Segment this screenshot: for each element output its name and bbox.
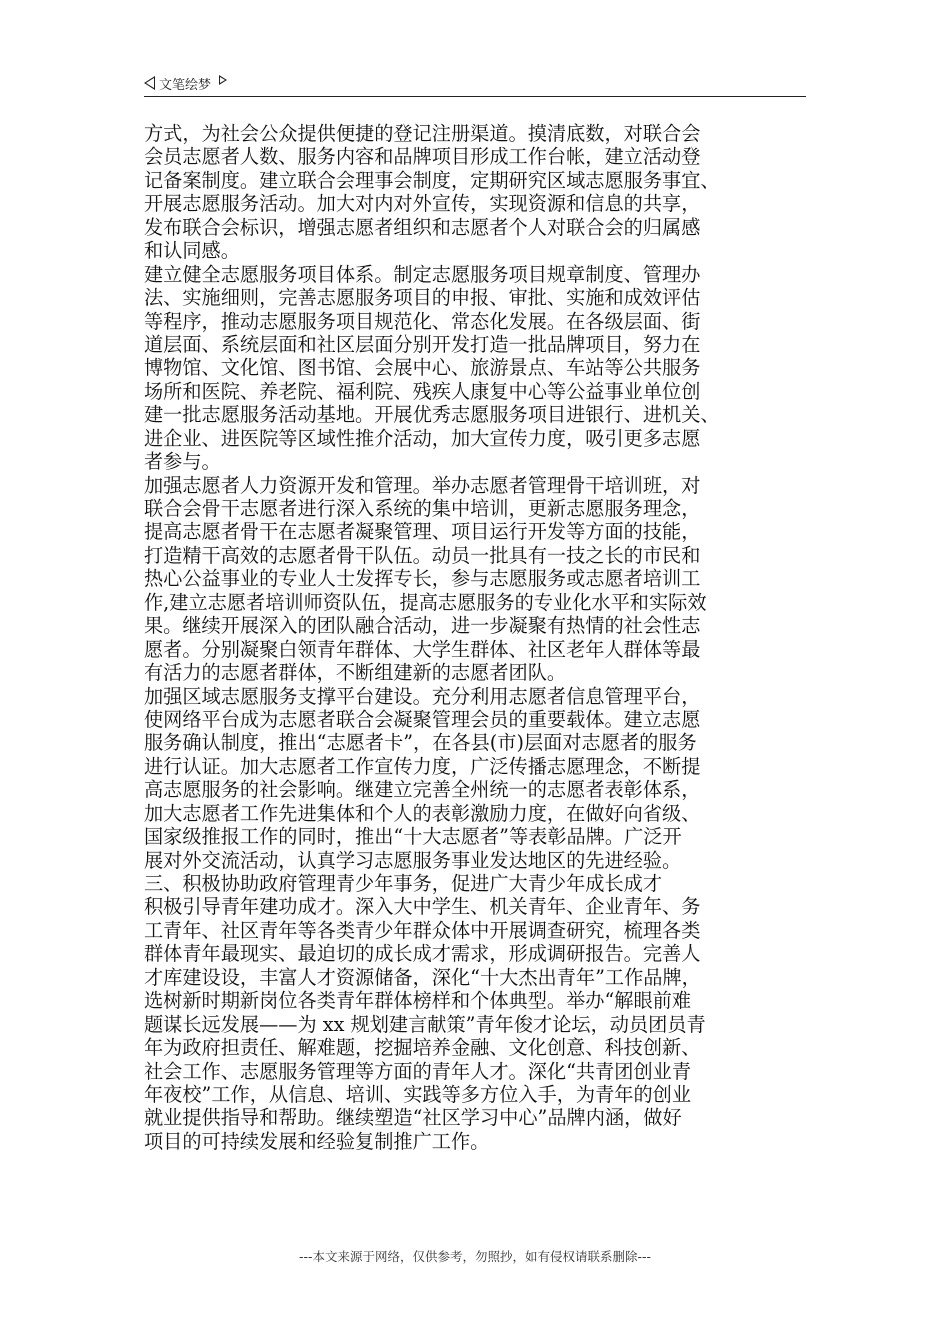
text-line: 方式，为社会公众提供便捷的登记注册渠道。摸清底数，对联合会 [144,122,701,145]
text-line: 建一批志愿服务活动基地。开展优秀志愿服务项目进银行、进机关、 [144,403,720,427]
text-line: 等程序，推动志愿服务项目规范化、常态化发展。在各级层面、街 [144,309,701,333]
text-line: 年夜校”工作，从信息、培训、实践等多方位入手，为青年的创业 [144,1082,692,1106]
text-line: 建立健全志愿服务项目体系。制定志愿服务项目规章制度、管理办 [144,262,701,286]
text-line: 服务确认制度，推出“志愿者卡”，在各县(市)层面对志愿者的服务 [144,731,697,755]
text-line: 博物馆、文化馆、图书馆、会展中心、旅游景点、车站等公共服务 [144,356,701,380]
triangle-left-icon [144,76,155,90]
text-line: 提高志愿者骨干在志愿者凝聚管理、项目运行开发等方面的技能， [144,520,701,544]
text-line: 群体青年最现实、最迫切的成长成才需求，形成调研报告。完善人 [144,942,701,966]
text-line: 才库建设设，丰富人才资源储备，深化“十大杰出青年”工作品牌， [144,965,701,989]
text-line: 工青年、社区青年等各类青少年群众体中开展调查研究，梳理各类 [144,918,701,942]
triangle-right-icon [219,75,227,85]
text-line: 法、实施细则，完善志愿服务项目的申报、审批、实施和成效评估 [144,286,701,310]
footer-disclaimer: ---本文来源于网络，仅供参考，勿照抄，如有侵权请联系删除--- [298,1249,652,1264]
text-line: 果。继续开展深入的团队融合活动，进一步凝聚有热情的社会性志 [144,614,701,638]
text-line: 加强区域志愿服务支撑平台建设。充分利用志愿者信息管理平台， [144,684,701,708]
text-line: 记备案制度。建立联合会理事会制度，定期研究区域志愿服务事宜、 [144,168,720,192]
page-header [144,70,806,97]
text-line: 高志愿服务的社会影响。继建立完善全州统一的志愿者表彰体系， [144,778,701,802]
text-line: 进企业、进医院等区域性推介活动，加大宣传力度，吸引更多志愿 [144,426,701,450]
header-title: 文笔绘梦 [159,77,212,93]
text-line: 有活力的志愿者群体，不断组建新的志愿者团队。 [144,661,567,685]
text-line: 热心公益事业的专业人士发挥专长，参与志愿服务或志愿者培训工 [144,567,701,591]
text-line: 加强志愿者人力资源开发和管理。举办志愿者管理骨干培训班，对 [144,473,701,497]
text-line: 加大志愿者工作先进集体和个人的表彰激励力度，在做好向省级、 [144,801,701,825]
text-line: 社会工作、志愿服务管理等方面的青年人才。深化“共青团创业青 [144,1059,692,1083]
text-line: 三、积极协助政府管理青少年事务，促进广大青少年成长成才 [144,872,663,895]
text-line: 打造精干高效的志愿者骨干队伍。动员一批具有一技之长的市民和 [144,543,701,567]
text-line: 会员志愿者人数、服务内容和品牌项目形成工作台帐，建立活动登 [144,145,701,169]
text-line: 项目的可持续发展和经验复制推广工作。 [144,1129,490,1153]
text-line: 发布联合会标识，增强志愿者组织和志愿者个人对联合会的归属感 [144,215,701,239]
text-line: 就业提供指导和帮助。继续塑造“社区学习中心”品牌内涵，做好 [144,1106,682,1130]
text-line: 作,建立志愿者培训师资队伍，提高志愿服务的专业化水平和实际效 [144,590,707,614]
text-line: 愿者。分别凝聚白领青年群体、大学生群体、社区老年人群体等最 [144,637,701,661]
text-line: 道层面、系统层面和社区层面分别开发打造一批品牌项目，努力在 [144,332,701,356]
document-body [144,122,809,1153]
text-line: 和认同感。 [144,239,240,263]
text-line: 场所和医院、养老院、福利院、残疾人康复中心等公益事业单位创 [144,379,701,403]
text-line: 展对外交流活动，认真学习志愿服务事业发达地区的先进经验。 [144,848,682,872]
text-line: 联合会骨干志愿者进行深入系统的集中培训，更新志愿服务理念， [144,497,701,520]
text-line: 选树新时期新岗位各类青年群体榜样和个体典型。举办“解眼前难 [144,989,692,1013]
text-line: 年为政府担责任、解难题，挖掘培养金融、文化创意、科技创新、 [144,1036,701,1060]
text-line: 积极引导青年建功成才。深入大中学生、机关青年、企业青年、务 [144,895,701,919]
text-line: 者参与。 [144,450,221,474]
text-line: 题谋长远发展——为 xx 规划建言献策”青年俊才论坛，动员团员青 [144,1012,706,1036]
text-line: 国家级推报工作的同时，推出“十大志愿者”等表彰品牌。广泛开 [144,825,682,849]
text-line: 开展志愿服务活动。加大对内对外宣传，实现资源和信息的共享， [144,192,701,216]
text-line: 进行认证。加大志愿者工作宣传力度，广泛传播志愿理念，不断提 [144,754,701,778]
text-line: 使网络平台成为志愿者联合会凝聚管理会员的重要载体。建立志愿 [144,707,701,731]
